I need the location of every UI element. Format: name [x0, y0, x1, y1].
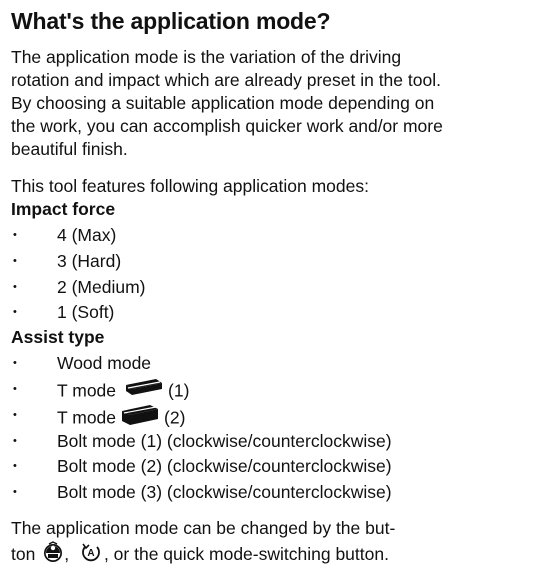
list-item-text: Bolt mode (1) (clockwise/counterclockwise) — [57, 430, 392, 451]
footer-line — [11, 541, 529, 570]
footer-line: The application mode can be changed by the but- — [11, 517, 396, 538]
list-item — [11, 454, 529, 480]
bullet: • — [13, 434, 17, 447]
list-item — [11, 223, 529, 249]
list-item-text: 4 (Max) — [57, 225, 117, 245]
bullet: • — [13, 280, 17, 293]
list-item — [11, 300, 529, 326]
list-item-text: 1 (Soft) — [57, 302, 115, 323]
paragraph-line: the work, you can accomplish quicker work and/or more — [11, 116, 443, 136]
list-item — [11, 377, 529, 403]
list-item — [11, 429, 529, 455]
bullet: • — [13, 254, 17, 267]
impact-force-list — [11, 223, 529, 326]
bullet: • — [13, 486, 17, 499]
impact-force-heading: Impact force — [11, 199, 116, 219]
paragraph-line: beautiful finish. — [11, 139, 128, 159]
footer-text-end: , or the quick mode-switching button. — [103, 544, 389, 565]
list-item — [11, 275, 529, 301]
svg-text:A: A — [87, 547, 95, 559]
bullet: • — [13, 408, 17, 421]
list-item-text: 2 (Medium) — [57, 276, 146, 297]
list-item — [11, 351, 529, 377]
paragraph-line: rotation and impact which are already preset in the tool. — [11, 70, 441, 90]
modes-intro: This tool features following application modes: — [11, 176, 369, 196]
list-item-text: 3 (Hard) — [57, 250, 122, 271]
footer-text-start: ton — [11, 544, 36, 565]
list-item — [11, 403, 529, 429]
bullet: • — [13, 382, 17, 395]
page-title: What's the application mode? — [11, 8, 331, 34]
list-item — [11, 249, 529, 275]
list-item-text: T mode — [57, 407, 117, 428]
assist-button-icon — [80, 541, 102, 570]
list-item-text: Bolt mode (2) (clockwise/counterclockwise) — [57, 456, 392, 477]
bullet: • — [13, 229, 17, 241]
assist-type-heading: Assist type — [11, 327, 105, 348]
paragraph-line: The application mode is the variation of the driving — [11, 47, 402, 67]
mode-button-icon — [43, 541, 63, 570]
assist-type-list — [11, 351, 529, 506]
bullet: • — [13, 357, 17, 370]
bullet: • — [13, 306, 17, 319]
footer-text — [11, 516, 529, 570]
list-item — [11, 480, 529, 506]
list-item-suffix: (1) — [168, 380, 190, 401]
bullet: • — [13, 460, 17, 473]
list-item-text: Bolt mode (3) (clockwise/counterclockwise) — [57, 482, 392, 503]
paragraph-line: By choosing a suitable application mode depending on — [11, 93, 435, 113]
list-item-text: T mode — [57, 380, 117, 401]
list-item-text: Wood mode — [57, 353, 152, 374]
document-page — [11, 6, 529, 570]
description-paragraph — [11, 46, 529, 161]
list-item-suffix: (2) — [164, 407, 186, 428]
footer-comma: , — [64, 544, 70, 565]
